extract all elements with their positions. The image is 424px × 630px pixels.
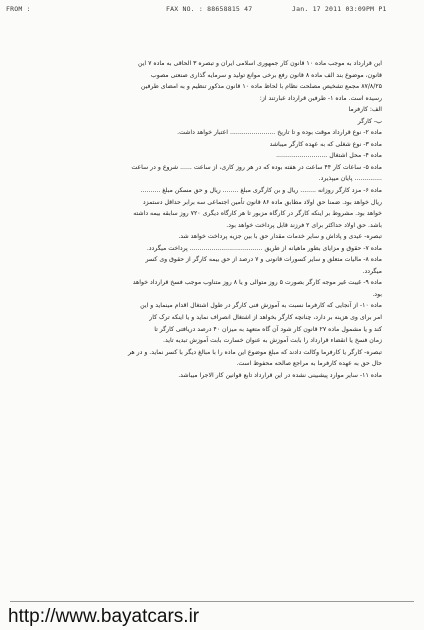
document-line: ماده ۱۰- از آنجایی که کارفرما نسبت به آموزش فنی کارگر در طول اشتغال اقدام مینماید و این [140,302,382,310]
document-line: قانون، موضوع بند الف ماده ۸ قانون رفع برخی موانع تولید و سرمایه گذاری صنعتی مصوب [150,71,382,79]
document-line: ماده ۷- حقوق و مزایای بطور ماهیانه از طریق ..................................... پرداخت میگردد. [146,244,382,252]
watermark-divider [10,601,414,602]
document-line: تبصره- کارگر یا کارفرما وکالت دادند که مبلغ موضوع این ماده را با مبالغ دیگر با کسر نماید. و در هر [127,348,382,356]
document-line: ماده ۸- مالیات متعلق و سایر کسورات قانونی و ۷ درصد از حق بیمه کارگر از حقوق وی کسر [145,256,382,264]
document-line: ۸۷/۸/۲۵ مجمع تشخیص مصلحت نظام با لحاظ ماده ۱۰ قانون مذکور تنظیم و به امضای طرفین [140,83,382,91]
fax-number: FAX NO. : 88658815 47 [166,5,253,13]
document-line: تبصره- عیدی و پاداش و سایر خدمات مقدار حق با بین جزیه پرداخت خواهد شد. [178,233,382,241]
document-line: ب- کارگر [357,117,382,125]
document-line: .............. پایان میپذیرد. [318,175,382,183]
document-line: امر برای وی هزینه بر دارد، چنانچه کارگر بخواهد از اشتغال انصراف نماید و یا اینکه ترک کار [149,314,382,322]
fax-header [0,0,424,14]
website-watermark [0,600,424,630]
document-line: رسیده است. ماده ۱- طرفین قرارداد عبارتند از: [259,94,382,102]
fax-from: FROM : [6,5,31,13]
document-line: ماده ۲- نوع قرارداد موقت بوده و تا تاریخ ....................... اعتبار خواهد داشت. [177,129,382,137]
document-line: ماده ۹- غیبت غیر موجه کارگر بصورت ۵ روز متوالی و یا ۸ روز متناوب موجب فسخ قرارداد خواهد [132,279,382,287]
fax-date: Jan. 17 2011 03:09PM P1 [292,5,387,13]
document-line: کند و یا مشمول ماده ۲۷ قانون کار شود آن گاه متعهد به میزان ۴۰ درصد دریافتی کارگر تا [154,325,382,333]
document-line: ماده ۳- نوع شغلی که به عهده کارگر میباشد [269,140,382,148]
document-line: خواهد بود. مشروط بر اینکه کارگر در کارگاه مزبور تا هر کارگاه دیگری ۷۲۰ روز سابقه بیمه داشته [133,210,382,218]
document-line: ماده ۱۱- سایر موارد پیشبینی نشده در این قرارداد تابع قوانین کار الاجرا میباشد. [178,371,382,379]
document-line: میگردد. [362,267,382,275]
watermark-url[interactable]: http://www.bayatcars.ir [8,606,200,627]
document-line: بود. [372,290,382,298]
document-line: ماده ۴- محل اشتغال .......................... [276,152,382,160]
document-line: ماده ۵- ساعات کار ۴۴ ساعت در هفته بوده که در هر روز کاری، از ساعت ...... شروع و در ساعت [131,163,382,171]
document-line: الف: کارفرما [348,106,382,114]
document-line: باشد. حق اولاد حداکثر برای ۲ فرزند قابل پرداخت خواهد بود. [226,221,382,229]
document-line: حال حق به عهده کارفرما به مراجع صالحه محفوظ است. [236,360,382,368]
document-line: ماده ۶- مزد کارگر روزانه ........ ریال و بن کارگری مبلغ ........ ریال و حق مسکن مبلغ .......... [140,187,382,195]
contract-body-text [30,58,382,381]
document-line: ریال خواهد بود. ضمنا حق اولاد مطابق ماده ۸۶ قانون تأمین اجتماعی سه برابر حداقل دستمزد [142,198,382,206]
document-line: زمان فسخ یا انقضاء قرارداد را بابت آموزش به عنوان خسارت بابت آموزش تبدیه تاید. [163,337,382,345]
document-line: این قرارداد به موجب ماده ۱۰ قانون کار جمهوری اسلامی ایران و تبصره ۳ الحاقی به ماده ۷ این [137,60,382,67]
